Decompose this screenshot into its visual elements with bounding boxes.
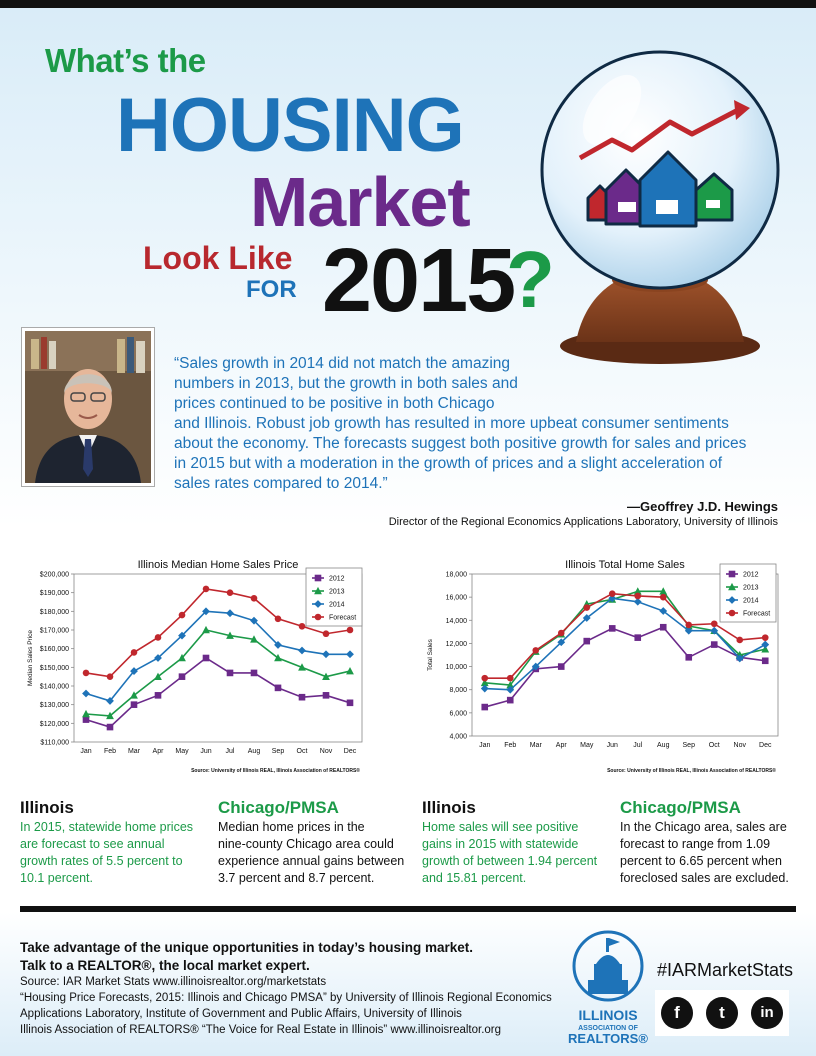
y-tick-label: $130,000 bbox=[39, 702, 69, 710]
x-tick-label: Jun bbox=[200, 748, 212, 755]
illinois-realtors-logo bbox=[566, 924, 650, 1046]
data-point bbox=[107, 724, 114, 731]
data-point bbox=[711, 620, 718, 627]
logo-text: ASSOCIATION OF bbox=[578, 1025, 638, 1032]
data-point bbox=[583, 604, 590, 611]
text-line: nine-county Chicago area could bbox=[218, 837, 394, 851]
quote-line: numbers in 2013, but the growth in both sales and bbox=[174, 375, 518, 392]
data-point bbox=[251, 670, 258, 677]
data-point bbox=[203, 586, 210, 593]
data-point bbox=[507, 675, 514, 682]
data-point bbox=[609, 625, 616, 632]
y-tick-label: $150,000 bbox=[39, 664, 69, 672]
y-tick-label: $160,000 bbox=[39, 646, 69, 654]
il-price-heading: Illinois bbox=[20, 798, 74, 817]
y-tick-label: 12,000 bbox=[445, 640, 467, 648]
legend-label: 2013 bbox=[329, 588, 345, 596]
title-line-3: Market bbox=[250, 163, 470, 241]
legend-marker bbox=[315, 575, 322, 582]
data-point bbox=[481, 675, 488, 682]
text-line: 10.1 percent. bbox=[20, 871, 93, 885]
data-point bbox=[227, 670, 234, 677]
x-tick-label: Oct bbox=[296, 748, 308, 755]
data-point bbox=[762, 657, 769, 664]
x-tick-label: May bbox=[175, 748, 189, 755]
title-year: 2015 bbox=[322, 231, 515, 331]
y-axis-label: Total Sales bbox=[427, 639, 434, 671]
data-point bbox=[711, 641, 718, 648]
linkedin-icon[interactable]: in bbox=[751, 997, 783, 1029]
quote-line: in 2015 but with a moderation in the growth of prices and a slight acceleration of bbox=[174, 455, 722, 472]
y-tick-label: $190,000 bbox=[39, 590, 69, 598]
footer-headline: Take advantage of the unique opportunities in today’s housing market. bbox=[20, 940, 474, 955]
data-point bbox=[275, 616, 282, 623]
logo-text: REALTORS® bbox=[568, 1031, 648, 1046]
data-point bbox=[347, 700, 354, 707]
text-line: and 15.81 percent. bbox=[422, 871, 527, 885]
crystal-ball-icon bbox=[540, 30, 780, 370]
footer-source-line: Illinois Association of REALTORS® “The Voice for Real Estate in Illinois” www.illinoisrealtor.org bbox=[20, 1024, 502, 1036]
quote-line: and Illinois. Robust job growth has resulted in more upbeat consumer sentiments bbox=[174, 415, 729, 432]
data-point bbox=[347, 627, 354, 634]
y-tick-label: $170,000 bbox=[39, 627, 69, 635]
legend-marker bbox=[315, 614, 322, 621]
data-point bbox=[227, 589, 234, 596]
x-tick-label: Mar bbox=[529, 742, 542, 749]
chart-source: Source: University of Illinois REAL, Illinois Association of REALTORS® bbox=[607, 768, 776, 774]
quote-line: prices continued to be positive in both Chicago bbox=[174, 395, 495, 412]
title-question-mark: ? bbox=[506, 235, 555, 324]
title-line-5: FOR bbox=[246, 276, 297, 303]
x-tick-label: Aug bbox=[657, 742, 670, 749]
chart-title: Illinois Total Home Sales bbox=[565, 559, 685, 571]
y-tick-label: 6,000 bbox=[449, 710, 467, 718]
y-tick-label: 4,000 bbox=[449, 733, 467, 741]
y-tick-label: $180,000 bbox=[39, 608, 69, 616]
data-point bbox=[179, 673, 186, 680]
y-tick-label: $110,000 bbox=[40, 739, 69, 747]
data-point bbox=[660, 594, 667, 601]
chi-price-text bbox=[218, 819, 404, 887]
logo-text: ILLINOIS bbox=[578, 1007, 638, 1023]
x-tick-label: Mar bbox=[127, 748, 141, 755]
title-line-2: HOUSING bbox=[116, 83, 464, 168]
data-point bbox=[299, 623, 306, 630]
data-point bbox=[583, 638, 590, 645]
sales-chart bbox=[420, 550, 796, 778]
x-tick-label: Sep bbox=[271, 748, 285, 755]
x-tick-label: Apr bbox=[555, 742, 567, 749]
quote-author-title: Director of the Regional Economics Applications Laboratory, University of Illinois bbox=[388, 516, 778, 528]
data-point bbox=[131, 701, 138, 708]
data-point bbox=[481, 704, 488, 711]
quote-text bbox=[174, 354, 774, 494]
legend-label: Forecast bbox=[329, 614, 357, 622]
text-line: Median home prices in the bbox=[218, 820, 365, 834]
data-point bbox=[685, 654, 692, 661]
x-tick-label: Nov bbox=[319, 748, 333, 755]
y-tick-label: 18,000 bbox=[445, 571, 467, 579]
x-tick-label: Jan bbox=[80, 748, 92, 755]
quote-line: about the economy. The forecasts suggest both positive growth for sales and prices bbox=[174, 435, 747, 452]
text-line: are forecast to see annual bbox=[20, 837, 165, 851]
x-tick-label: Aug bbox=[247, 748, 261, 755]
price-chart bbox=[20, 550, 398, 778]
data-point bbox=[155, 634, 162, 641]
il-sales-text bbox=[422, 819, 597, 887]
data-point bbox=[131, 649, 138, 656]
legend-label: Forecast bbox=[743, 610, 771, 618]
text-line: In the Chicago area, sales are bbox=[620, 820, 787, 834]
legend-label: 2012 bbox=[329, 575, 345, 583]
chart-title: Illinois Median Home Sales Price bbox=[137, 559, 299, 571]
il-sales-heading: Illinois bbox=[422, 798, 476, 817]
x-tick-label: Sep bbox=[682, 742, 695, 749]
quote-line: “Sales growth in 2014 did not match the amazing bbox=[174, 355, 511, 372]
facebook-icon[interactable]: f bbox=[661, 997, 693, 1029]
data-point bbox=[83, 670, 90, 677]
footer-subheadline: Talk to a REALTOR®, the local market expert. bbox=[20, 958, 310, 973]
text-line: Home sales will see positive bbox=[422, 820, 579, 834]
data-point bbox=[736, 637, 743, 644]
chart-source: Source: University of Illinois REAL, Illinois Association of REALTORS® bbox=[191, 768, 360, 774]
data-point bbox=[507, 697, 514, 704]
portrait-photo bbox=[22, 328, 154, 486]
data-point bbox=[155, 692, 162, 699]
data-point bbox=[685, 622, 692, 629]
x-tick-label: Nov bbox=[733, 742, 746, 749]
legend-marker bbox=[729, 571, 736, 578]
hashtag: #IARMarketStats bbox=[657, 960, 794, 980]
title-line-4: Look Like bbox=[143, 240, 293, 276]
data-point bbox=[762, 634, 769, 641]
x-tick-label: Dec bbox=[343, 748, 357, 755]
x-tick-label: Feb bbox=[504, 742, 517, 749]
y-tick-label: $140,000 bbox=[39, 683, 69, 691]
x-tick-label: May bbox=[580, 742, 594, 749]
text-line: In 2015, statewide home prices bbox=[20, 820, 194, 834]
chi-sales-text bbox=[620, 819, 789, 887]
text-line: gains in 2015 with statewide bbox=[422, 837, 579, 851]
legend-label: 2014 bbox=[329, 601, 345, 609]
footer-source-line: Source: IAR Market Stats www.illinoisrealtor.org/marketstats bbox=[20, 976, 327, 988]
x-tick-label: Jan bbox=[479, 742, 491, 749]
y-axis-label: Median Sales Price bbox=[27, 630, 34, 686]
top-bar bbox=[0, 0, 816, 8]
data-point bbox=[203, 655, 210, 662]
legend-label: 2014 bbox=[743, 597, 759, 605]
data-point bbox=[179, 612, 186, 619]
text-line: foreclosed sales are excluded. bbox=[620, 871, 789, 885]
footer-source-line: “Housing Price Forecasts, 2015: Illinois and Chicago PMSA” by University of Illinois Regional Economics bbox=[20, 992, 552, 1004]
data-point bbox=[323, 630, 330, 637]
text-line: growth of between 1.94 percent bbox=[422, 854, 598, 868]
text-line: experience annual gains between bbox=[218, 854, 405, 868]
x-tick-label: Jun bbox=[606, 742, 618, 749]
x-tick-label: Jul bbox=[633, 742, 643, 749]
data-point bbox=[609, 590, 616, 597]
data-point bbox=[251, 595, 258, 602]
x-tick-label: Dec bbox=[759, 742, 772, 749]
y-tick-label: 8,000 bbox=[449, 687, 467, 695]
data-point bbox=[299, 694, 306, 701]
social-icons bbox=[655, 990, 789, 1036]
text-line: 3.7 percent and 8.7 percent. bbox=[218, 871, 375, 885]
y-tick-label: $200,000 bbox=[39, 571, 69, 579]
text-line: forecast to range from 1.09 bbox=[620, 837, 771, 851]
x-tick-label: Feb bbox=[103, 748, 117, 755]
x-tick-label: Apr bbox=[152, 748, 164, 755]
data-point bbox=[323, 692, 330, 699]
legend-label: 2012 bbox=[743, 571, 759, 579]
y-tick-label: $120,000 bbox=[39, 720, 69, 728]
title-line-1: What’s the bbox=[45, 42, 206, 79]
data-point bbox=[558, 663, 565, 670]
data-point bbox=[634, 634, 641, 641]
legend-marker bbox=[729, 610, 736, 617]
quote-author: —Geoffrey J.D. Hewings bbox=[627, 499, 778, 514]
divider bbox=[20, 906, 796, 912]
footer-source-line: Applications Laboratory, Institute of Government and Public Affairs, University of Illinois bbox=[20, 1008, 462, 1020]
x-tick-label: Jul bbox=[225, 748, 235, 755]
x-tick-label: Oct bbox=[708, 742, 720, 749]
text-line: growth rates of 5.5 percent to bbox=[20, 854, 183, 868]
chi-sales-heading: Chicago/PMSA bbox=[620, 798, 741, 817]
data-point bbox=[660, 624, 667, 631]
twitter-icon[interactable]: t bbox=[706, 997, 738, 1029]
il-price-text bbox=[20, 819, 193, 887]
data-point bbox=[275, 685, 282, 692]
quote-line: sales rates compared to 2014.” bbox=[174, 475, 388, 492]
data-point bbox=[532, 647, 539, 654]
y-tick-label: 16,000 bbox=[445, 594, 467, 602]
chi-price-heading: Chicago/PMSA bbox=[218, 798, 339, 817]
data-point bbox=[558, 630, 565, 637]
y-tick-label: 14,000 bbox=[445, 617, 467, 625]
y-tick-label: 10,000 bbox=[445, 664, 467, 672]
data-point bbox=[107, 673, 114, 680]
legend-label: 2013 bbox=[743, 584, 759, 592]
text-line: percent to 6.65 percent when bbox=[620, 854, 782, 868]
data-point bbox=[634, 593, 641, 600]
